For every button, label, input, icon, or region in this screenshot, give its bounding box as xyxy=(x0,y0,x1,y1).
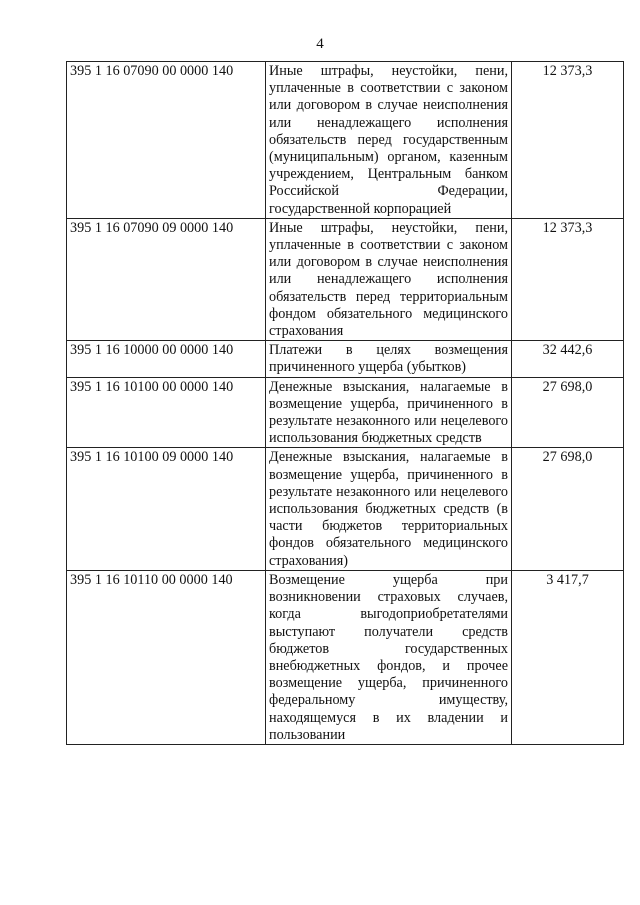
row-amount: 27 698,0 xyxy=(512,377,624,448)
row-description: Возмещение ущерба при возникновении страховых случаев, когда выгодоприобретателями выступают получатели средств бюджетов государственных внебюджетных фондов, и прочее возмещение ущерба, причиненного федеральному имуществу, находящемуся в их владении и пользовании xyxy=(266,570,512,744)
table-row xyxy=(67,448,624,570)
row-code: 395 1 16 10000 00 0000 140 xyxy=(67,341,266,377)
budget-revenue-table xyxy=(66,61,624,745)
row-description: Иные штрафы, неустойки, пени, уплаченные в соответствии с законом или договором в случае неисполнения или ненадлежащего исполнения обязательств перед территориальным фондом обязательного медицинского страхования xyxy=(266,218,512,340)
row-amount: 3 417,7 xyxy=(512,570,624,744)
page-number: 4 xyxy=(316,36,324,52)
row-amount: 27 698,0 xyxy=(512,448,624,570)
row-code: 395 1 16 10110 00 0000 140 xyxy=(67,570,266,744)
table-row xyxy=(67,218,624,340)
row-amount: 12 373,3 xyxy=(512,62,624,219)
table-row xyxy=(67,341,624,377)
row-description: Денежные взыскания, налагаемые в возмещение ущерба, причиненного в результате незаконного или нецелевого использования бюджетных средств xyxy=(266,377,512,448)
row-description: Платежи в целях возмещения причиненного ущерба (убытков) xyxy=(266,341,512,377)
table-row xyxy=(67,570,624,744)
row-description: Денежные взыскания, налагаемые в возмещение ущерба, причиненного в результате незаконного или нецелевого использования бюджетных средств (в части бюджетов территориальных фондов обязательного медицинского страхования) xyxy=(266,448,512,570)
row-amount: 12 373,3 xyxy=(512,218,624,340)
row-code: 395 1 16 10100 09 0000 140 xyxy=(67,448,266,570)
row-code: 395 1 16 07090 00 0000 140 xyxy=(67,62,266,219)
table-row xyxy=(67,62,624,219)
row-amount: 32 442,6 xyxy=(512,341,624,377)
row-description: Иные штрафы, неустойки, пени, уплаченные в соответствии с законом или договором в случае неисполнения или ненадлежащего исполнения обязательств перед государственным (муниципальным) органом, казенным учреждением, Центральным банком Российской Федерации, государственной корпорацией xyxy=(266,62,512,219)
row-code: 395 1 16 10100 00 0000 140 xyxy=(67,377,266,448)
row-code: 395 1 16 07090 09 0000 140 xyxy=(67,218,266,340)
table-row xyxy=(67,377,624,448)
